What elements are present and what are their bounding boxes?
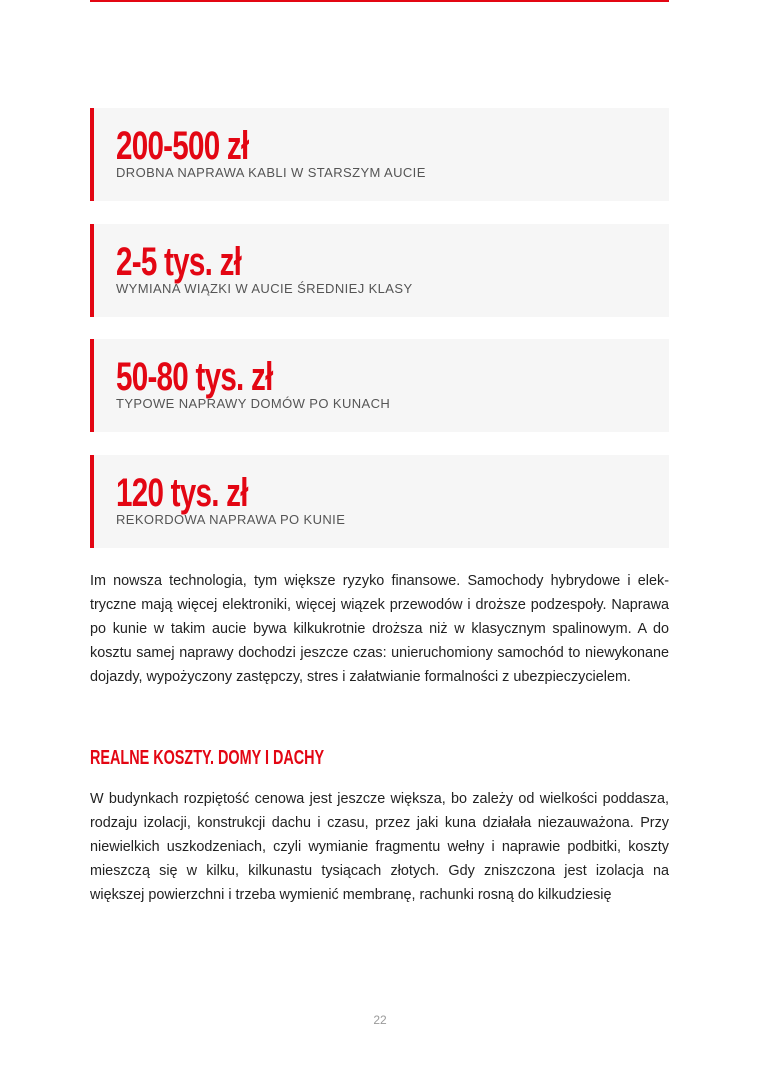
stat-value: 2-5 tys. zł [116, 240, 242, 284]
stat-value: 120 tys. zł [116, 471, 248, 515]
stat-box-1 [90, 108, 669, 201]
page-number: 22 [373, 1013, 387, 1027]
stat-description: REKORDOWA NAPRAWA PO KUNIE [116, 512, 346, 527]
top-rule [90, 0, 669, 2]
stat-description: WYMIANA WIĄZKI W AUCIE ŚREDNIEJ KLASY [116, 281, 413, 296]
section-heading: REALNE KOSZTY. DOMY I DACHY [90, 747, 325, 769]
stat-box-4 [90, 455, 669, 548]
stat-value: 50-80 tys. zł [116, 355, 273, 399]
stat-description: DROBNA NAPRAWA KABLI W STARSZYM AUCIE [116, 165, 426, 180]
body-paragraph-2: W budynkach rozpiętość cenowa jest jeszcze większa, bo zależy od wielkości poddasza, rodzaju izolacji, konstrukcji dachu i czasu, przez jaki kuna działała niezauważona. Przy niewielkich uszkodzeniach, czyli wymianie fragmentu wełny i naprawie podbitki, koszty mieszczą się w kilku, kilkunastu tysiącach złotych. Gdy zniszczona jest izolacja na większej powierzchni i trzeba wymienić membranę, rachunki rosną do kilkudziesię [90, 791, 669, 903]
stat-value: 200-500 zł [116, 124, 249, 168]
stat-box-2 [90, 224, 669, 317]
stat-description: TYPOWE NAPRAWY DOMÓW PO KUNACH [116, 396, 391, 411]
stat-box-3 [90, 339, 669, 432]
body-paragraph-1: Im nowsza technologia, tym większe ryzyko finansowe. Samochody hybrydowe i elektryczne mają więcej elektroniki, więcej wiązek przewodów i droższe podzespoły. Naprawa po kunie w takim aucie bywa kilkukrotnie droższa niż w klasycznym spalinowym. A do kosztu samej naprawy dochodzi jeszcze czas: unieruchomiony samochód to niewykonane dojazdy, wypożyczony zastępczy, stres i załatwianie formalności z ubezpieczycielem. [90, 573, 669, 685]
